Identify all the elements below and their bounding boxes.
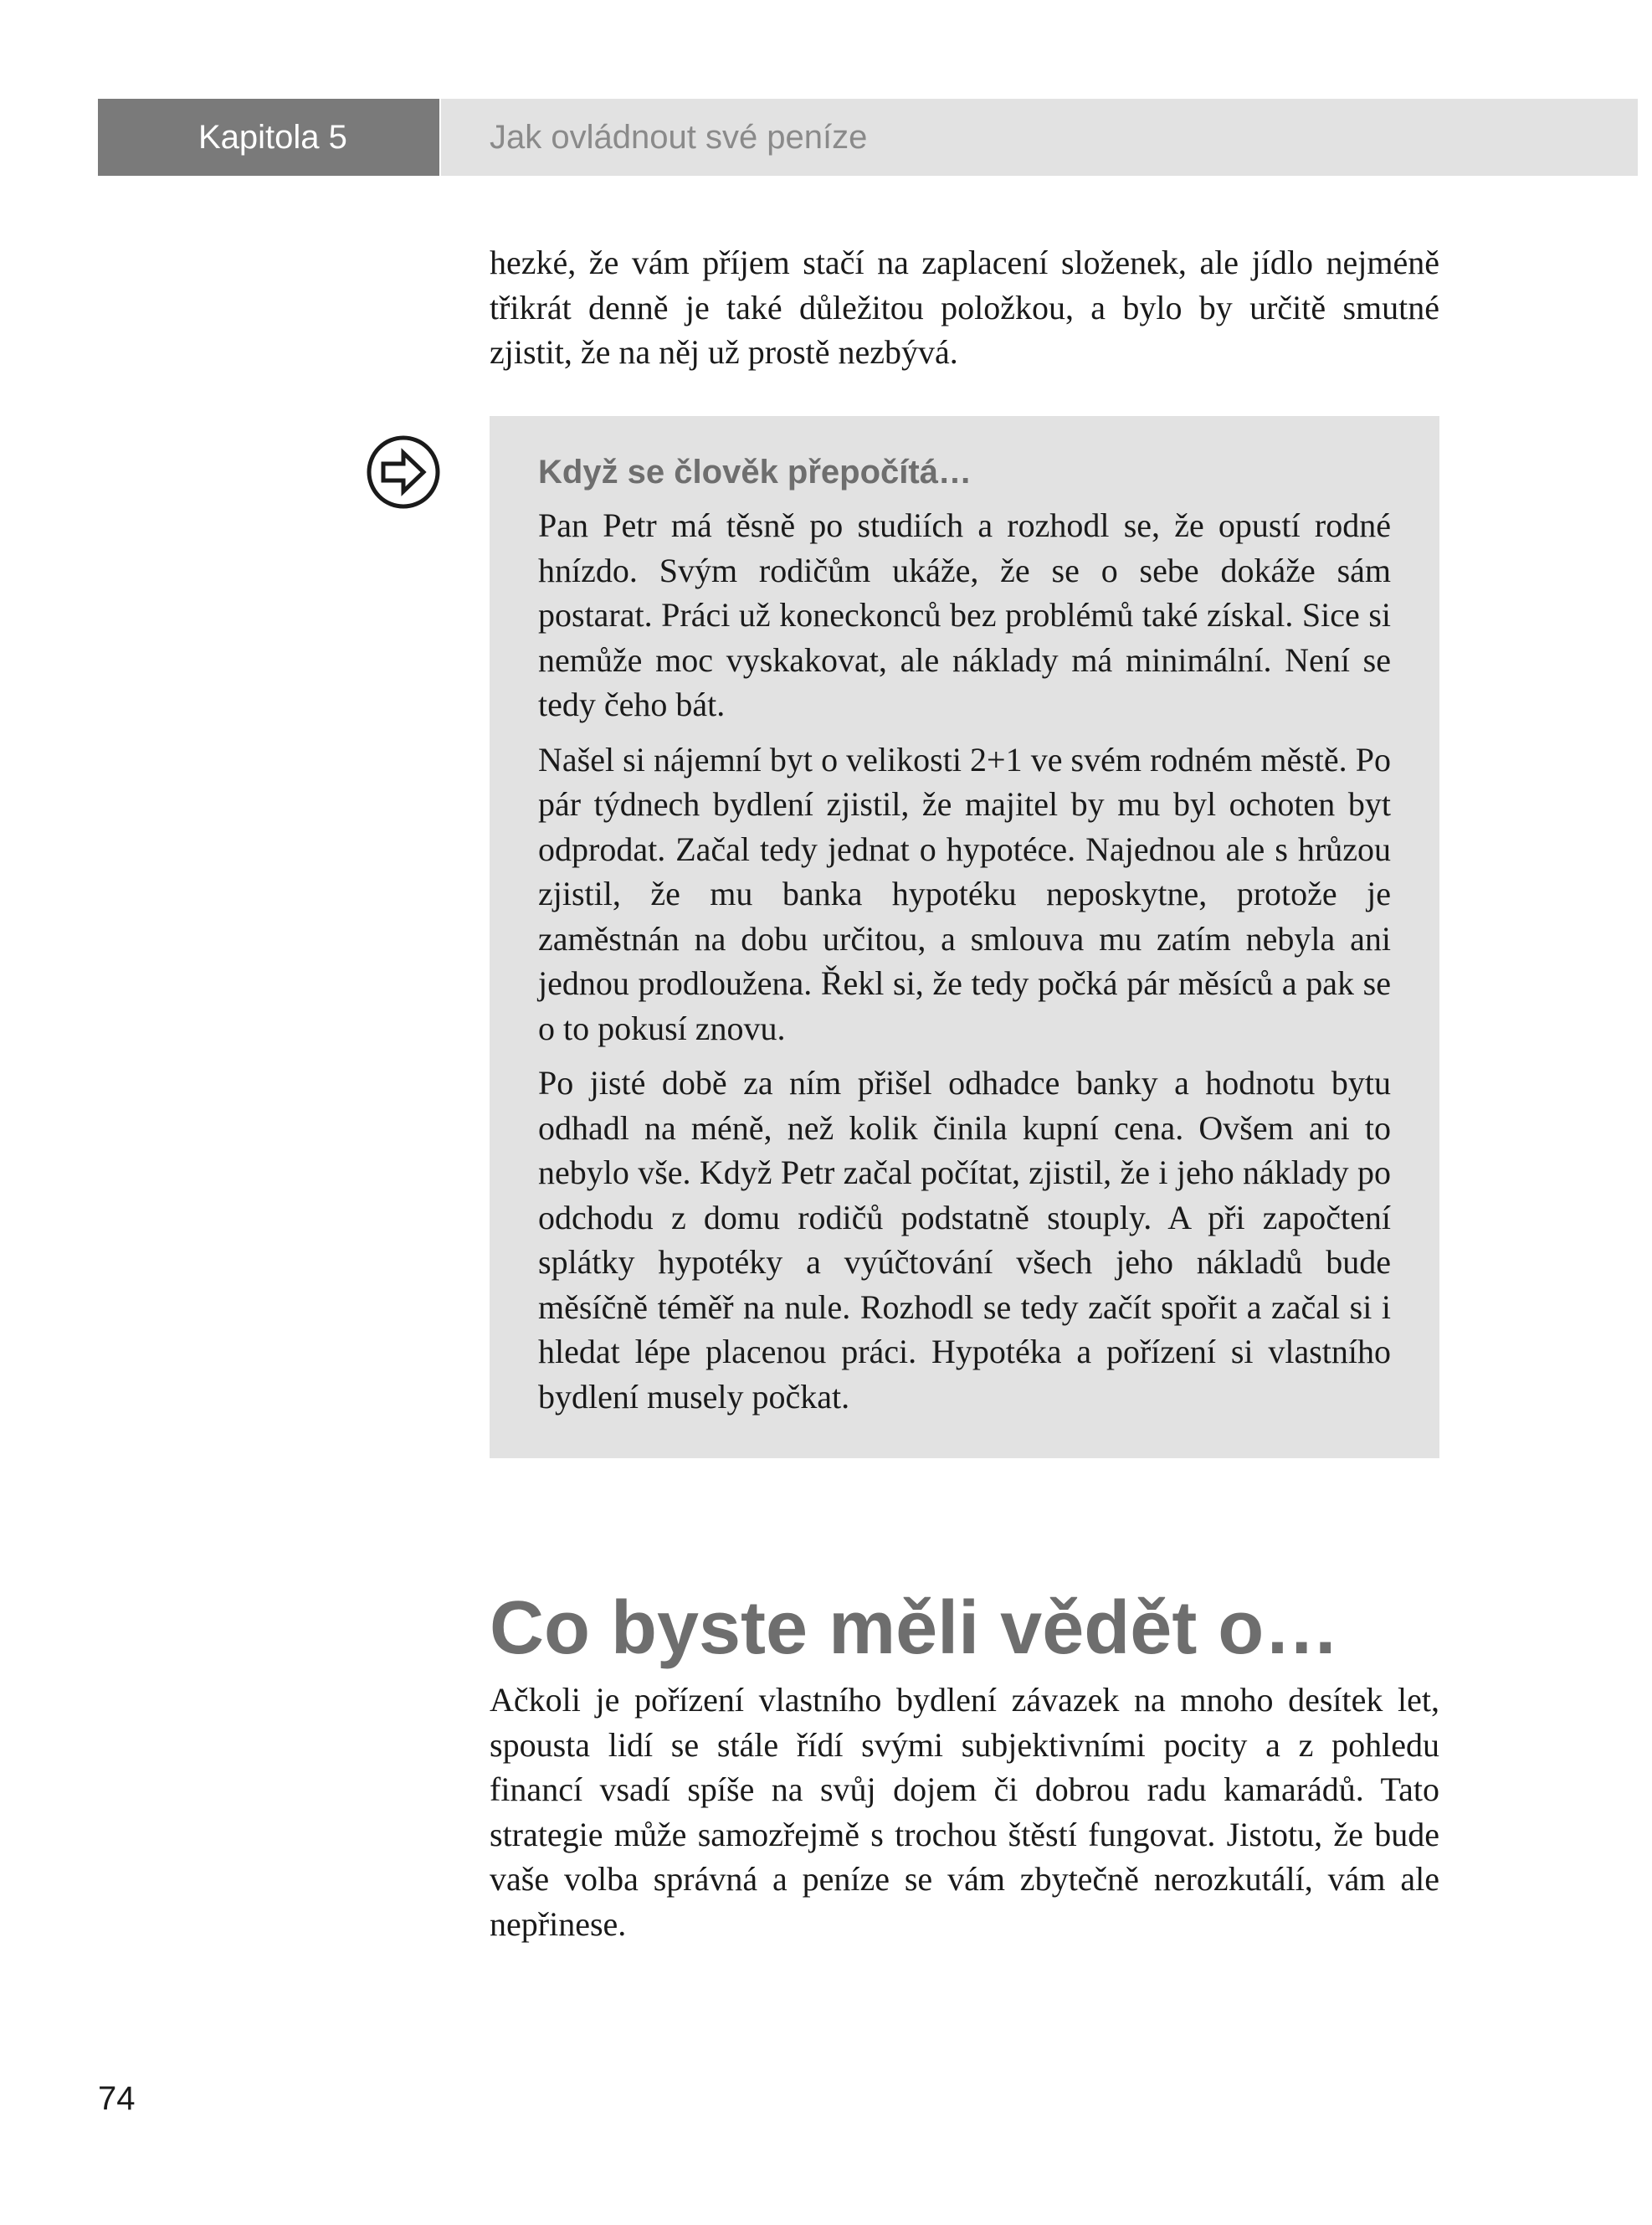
arrow-right-circle-icon [365,434,442,511]
case-study-paragraph: Po jisté době za ním přišel odhadce banky a hodnotu bytu odhadl na méně, než kolik činila kupní cena. Ovšem ani to nebylo vše. Když Petr začal počítat, zjistil, že i jeho náklady po odchodu z domu rodičů podstatně stouply. A při započtení splátky hypotéky a vyúčtování všech jeho nákladů bude měsíčně téměř na nule. Rozhodl se tedy začít spořit a začal si i hledat lépe placenou práci. Hypotéka a pořízení si vlastního bydlení musely počkat. [538,1064,1391,1416]
book-title: Jak ovládnout své peníze [441,99,1638,176]
case-study-paragraph: Pan Petr má těsně po studiích a rozhodl se, že opustí rodné hnízdo. Svým rodičům ukáže, že se o sebe dokáže sám postarat. Práci už koneckonců bez problémů také získal. Sice si nemůže moc vyskakovat, ale náklady má minimální. Není se tedy čeho bát. [538,506,1391,723]
case-study-paragraph: Našel si nájemní byt o velikosti 2+1 ve svém rodném městě. Po pár týdnech bydlení zjistil, že majitel by mu byl ochoten byt odprodat. Začal tedy jednat o hypotéce. Najednou ale s hrůzou zjistil, že mu banka hypotéku neposkytne, protože je zaměstnán na dobu určitou, a smlouva mu zatím nebyla ani jednou prodloužena. Řekl si, že tedy počká pár měsíců a pak se o to pokusí znovu. [538,740,1391,1047]
section-heading: Co byste měli vědět o… [490,1586,1340,1670]
chapter-label: Kapitola 5 [98,99,439,176]
case-study-box [490,416,1439,1458]
intro-paragraph: hezké, že vám příjem stačí na zaplacení složenek, ale jídlo nejméně třikrát denně je také důležitou položkou, a bylo by určitě smutné zjistit, že na něj už prostě nezbývá. [490,244,1439,371]
case-study-title: Když se člověk přepočítá… [538,454,972,491]
section-paragraph: Ačkoli je pořízení vlastního bydlení závazek na mnoho desítek let, spousta lidí se stále řídí svými subjektivními pocity a z pohledu financí vsadí spíše na svůj dojem či dobrou radu kamarádů. Tato strategie může samozřejmě s trochou štěstí fungovat. Jistotu, že bude vaše volba správná a peníze se vám zbytečně nerozkutálí, vám ale nepřinese. [490,1681,1439,1943]
page-number: 74 [98,2080,136,2117]
